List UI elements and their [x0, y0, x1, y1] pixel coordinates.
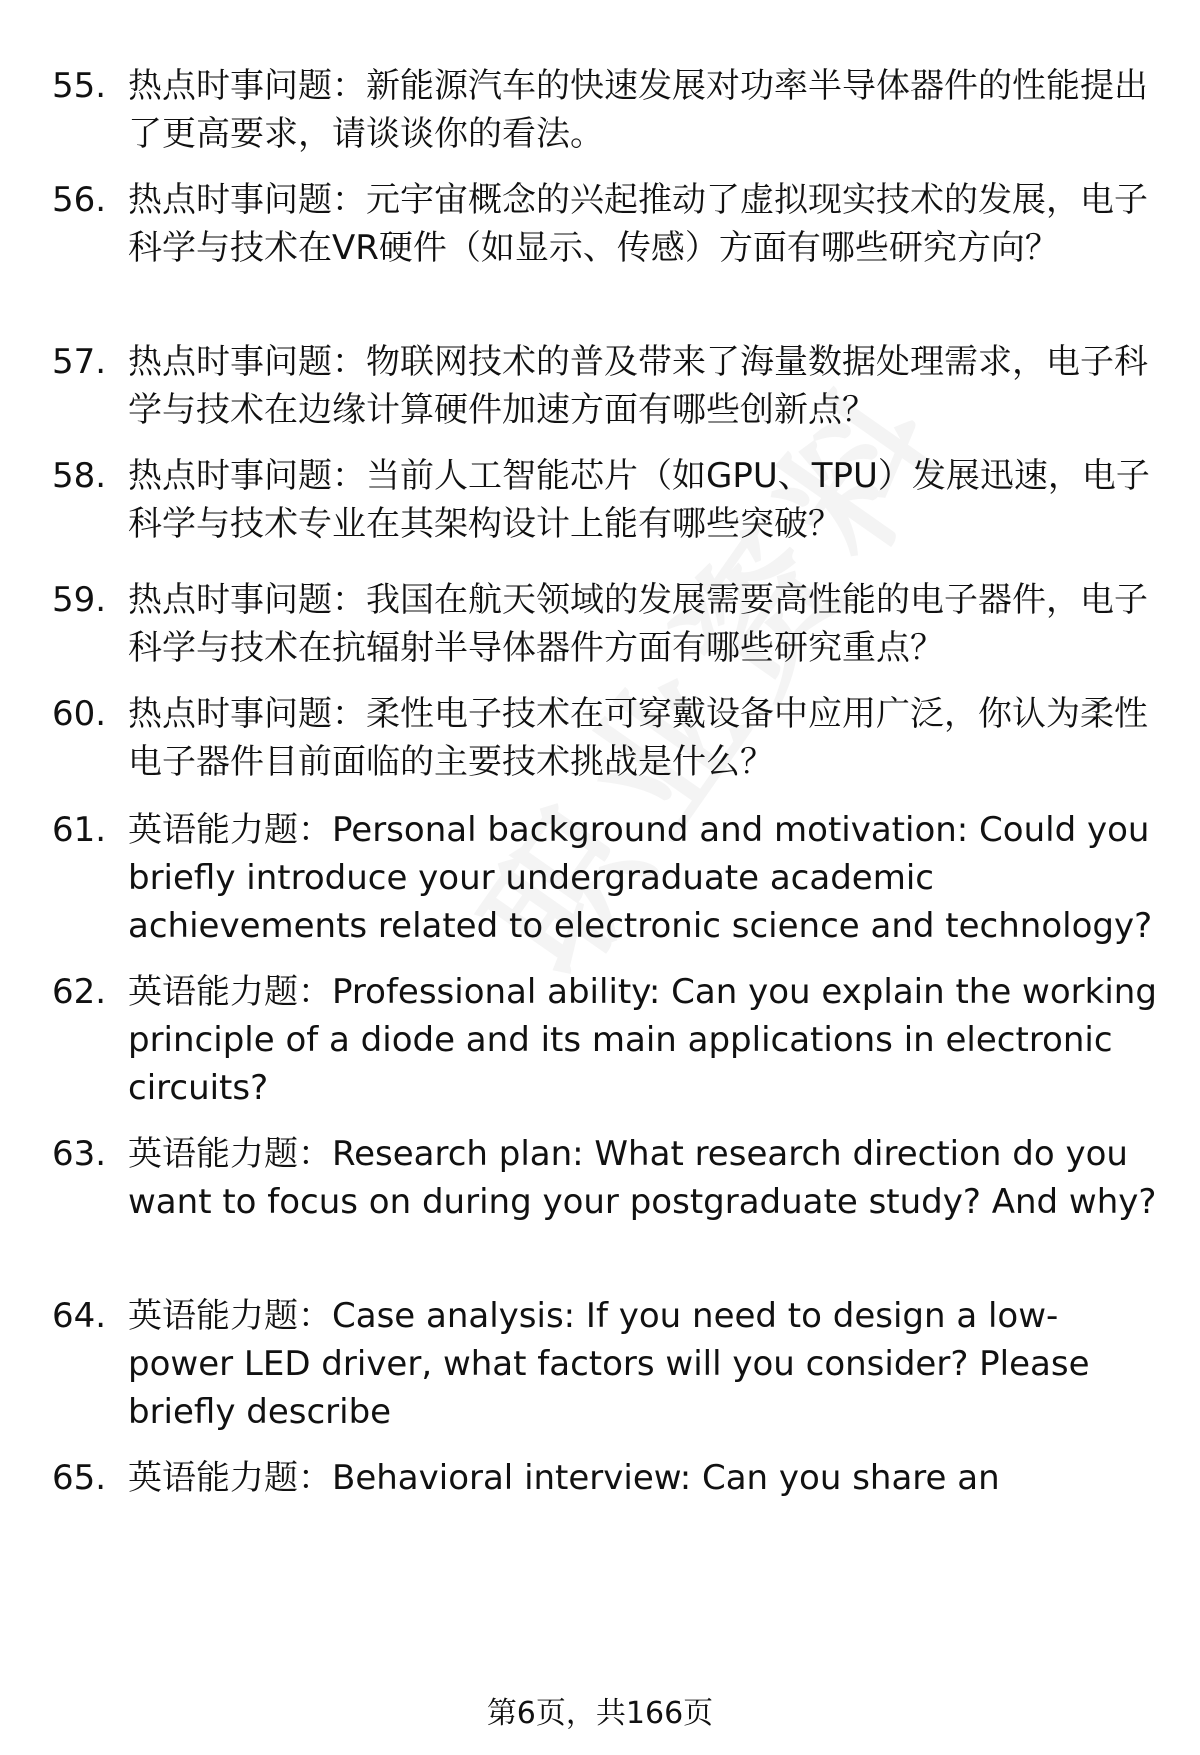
question-number: 56. — [52, 180, 107, 220]
question-text: 热点时事问题：元宇宙概念的兴起推动了虚拟现实技术的发展，电子科学与技术在VR硬件（如显示、传感）方面有哪些研究方向？ — [128, 180, 1148, 268]
question-number: 63. — [52, 1134, 107, 1174]
question-item — [52, 1130, 1162, 1226]
question-number: 55. — [52, 66, 107, 106]
question-item — [52, 338, 1162, 434]
question-item — [52, 452, 1162, 548]
question-text: 热点时事问题：物联网技术的普及带来了海量数据处理需求，电子科学与技术在边缘计算硬件加速方面有哪些创新点？ — [128, 342, 1148, 430]
page-indicator: 第6页，共166页 — [486, 1696, 714, 1731]
question-number: 65. — [52, 1458, 107, 1498]
question-number: 60. — [52, 694, 107, 734]
question-text: 英语能力题：Research plan: What research direction do you want to focus on during your postgraduate study? And why? — [128, 1134, 1157, 1222]
question-number: 64. — [52, 1296, 107, 1336]
question-item — [52, 176, 1162, 272]
question-number: 62. — [52, 972, 107, 1012]
question-number: 58. — [52, 456, 107, 496]
question-text: 英语能力题：Case analysis: If you need to design a low-power LED driver, what factors will you consider? Please briefly describe — [128, 1296, 1090, 1432]
question-item — [52, 62, 1162, 158]
question-text: 热点时事问题：我国在航天领域的发展需要高性能的电子器件，电子科学与技术在抗辐射半导体器件方面有哪些研究重点？ — [128, 580, 1148, 668]
question-item — [52, 968, 1162, 1112]
question-item — [52, 1292, 1162, 1436]
question-text: 英语能力题：Personal background and motivation: Could you briefly introduce your undergraduate academic achievements related to electronic science and technology? — [128, 810, 1153, 946]
question-number: 61. — [52, 810, 107, 850]
question-text: 热点时事问题：柔性电子技术在可穿戴设备中应用广泛，你认为柔性电子器件目前面临的主要技术挑战是什么？ — [128, 694, 1148, 782]
question-number: 57. — [52, 342, 107, 382]
question-text: 英语能力题：Behavioral interview: Can you share an — [128, 1458, 1000, 1498]
question-text: 热点时事问题：新能源汽车的快速发展对功率半导体器件的性能提出了更高要求，请谈谈你的看法。 — [128, 66, 1148, 154]
question-text: 英语能力题：Professional ability: Can you explain the working principle of a diode and its main applications in electronic circuits? — [128, 972, 1157, 1108]
question-item — [52, 576, 1162, 672]
question-item — [52, 690, 1162, 786]
question-item — [52, 1454, 1162, 1502]
question-text: 热点时事问题：当前人工智能芯片（如GPU、TPU）发展迅速，电子科学与技术专业在其架构设计上能有哪些突破？ — [128, 456, 1150, 544]
question-item — [52, 806, 1162, 950]
question-number: 59. — [52, 580, 107, 620]
